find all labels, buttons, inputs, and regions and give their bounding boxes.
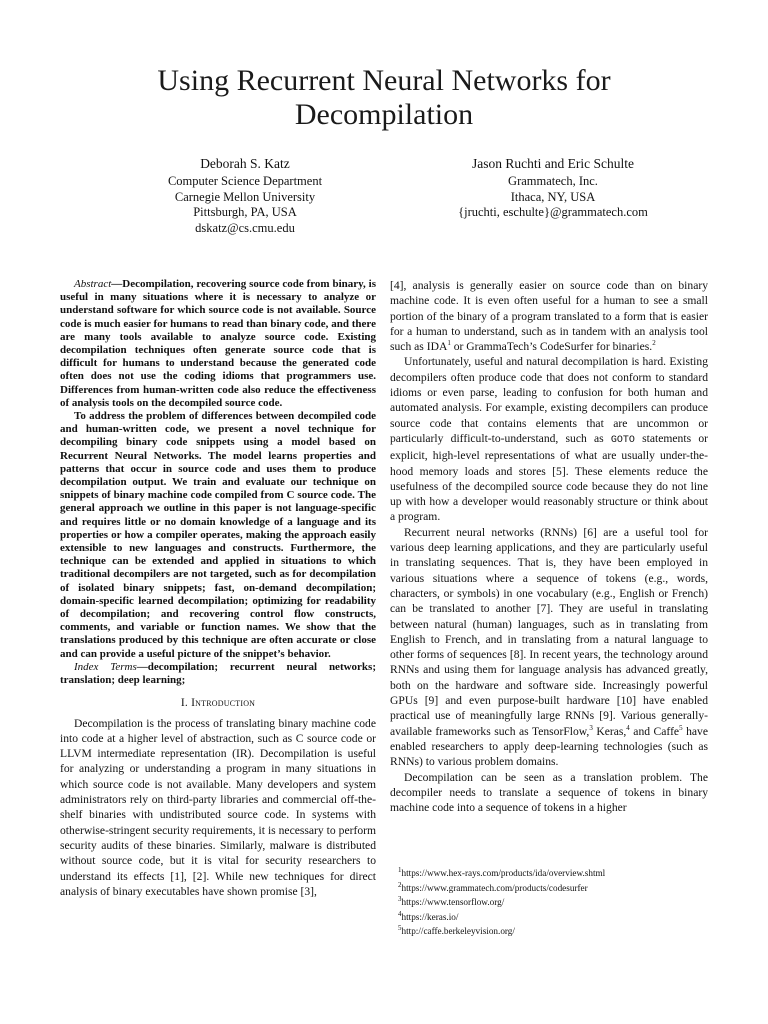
author-location: Ithaca, NY, USA	[510, 189, 596, 204]
goto-code: GOTO	[610, 434, 635, 446]
footnote-url: https://www.hex-rays.com/products/ida/overview.shtml	[401, 868, 606, 878]
author-email: dskatz@cs.cmu.edu	[195, 220, 295, 235]
body-paragraph-1	[390, 278, 708, 354]
author-affiliation: Computer Science Department	[167, 174, 323, 188]
section-number: I.	[180, 696, 188, 710]
body-paragraph-3	[390, 525, 708, 770]
body-text: Keras,	[592, 724, 627, 738]
body-text: statements or explicit, high-level representations of what are usually under-the-hood memory loads and stores [5]. These elements reduce the usefulness of the decompiled source code because they do not line up with how a developer would reasonably structure or think about a program.	[390, 431, 708, 524]
abstract-paragraph-1: Abstract—Decompilation, recovering source code from binary, is useful in many situations where it is necessary to analyze or understand software for which source code is not available. Source code is much easier for humans to read than binary code, and there are many tools available to analyze source code. Existing decompilation techniques often generate source code that is difficult for humans to understand because the generated code often does not use the coding idioms that programmers use. Differences from human-written code also reduce the effectiveness of analysis tools on the decompiled source code.	[60, 278, 376, 409]
footnote-mark: 3	[398, 894, 402, 903]
author-name: Jason Ruchti and Eric Schulte	[472, 156, 634, 171]
author-email: {jruchti, eschulte}@grammatech.com	[458, 205, 648, 219]
paper-title	[60, 64, 708, 132]
body-text: or GrammaTech’s CodeSurfer for binaries.	[450, 340, 653, 354]
section-title: Introduction	[191, 696, 256, 710]
title-line-1: Using Recurrent Neural Networks for	[157, 64, 611, 97]
footnote	[398, 866, 708, 881]
footnote-url: https://www.tensorflow.org/	[401, 897, 505, 907]
author-name: Deborah S. Katz	[200, 156, 290, 171]
body-text: [4], analysis is generally easier on source code than on binary machine code. It is even often useful for a human to see a small portion of the binary of a program translated to a form that is easier for a human to understand, such as in tandem with an analysis tool such as IDA	[390, 279, 708, 354]
footnote-url: https://www.grammatech.com/products/codesurfer	[401, 882, 588, 893]
footnote-ref: 4	[626, 723, 630, 732]
footnote-ref: 3	[589, 723, 593, 732]
footnote	[398, 895, 708, 910]
title-line-2: Decompilation	[294, 98, 474, 131]
index-terms-text: decompilation; recurrent neural networks; translation; deep learning;	[60, 660, 376, 687]
footnote-url: https://keras.io/	[401, 911, 459, 922]
author-block-2	[398, 156, 708, 221]
body-text: Unfortunately, useful and natural decompilation is hard. Existing decompilers often produce code that does not conform to standard idioms or even parse, leading to confusion for both human and automated analysis. For example, existing decompilers can produce source code that contains elements that are uncommon or particularly difficult-to-understand, such as	[390, 355, 708, 445]
right-column	[390, 278, 708, 815]
body-text: have enabled researchers to apply deep-learning technologies (such as RNNs) to various problem domains.	[390, 724, 708, 769]
abstract-label: Abstract	[74, 278, 112, 290]
section-heading	[60, 695, 376, 710]
footnote-ref: 1	[447, 339, 451, 348]
author-location: Pittsburgh, PA, USA	[193, 205, 297, 219]
footnote-mark: 1	[398, 865, 402, 874]
footnote-mark: 5	[398, 923, 402, 932]
abstract-text-1: Decompilation, recovering source code from binary, is useful in many situations where it is necessary to analyze or understand software for which source code is not available. Source code is much easier for humans to read than binary code, and there are many tools available to analyze source code. Existing decompilation techniques often generate source code that is difficult for humans to understand because the generated code often does not use the coding idioms that programmers use. Differences from human-written code also reduce the effectiveness of analysis tools on the decompiled source code.	[60, 278, 376, 409]
footnote-url: http://caffe.berkeleyvision.org/	[401, 926, 515, 936]
footnotes	[398, 866, 708, 939]
footnote	[398, 924, 708, 939]
intro-paragraph-1: Decompilation is the process of translating binary machine code into code at a higher level of abstraction, such as C source code or LLVM intermediate representation (IR). Decompilation is useful for analyzing or understanding a program in many situations in which source code is not available. Many developers and system administrators rely on third-party libraries and commercial off-the-shelf binaries with undistributed source code. In systems with otherwise-stringent security requirements, it is necessary to perform security audits of these binaries. Similarly, malware is distributed without source code, but it is vital for security researchers to understand its effects [1], [2]. While new techniques for direct analysis of binary executables have shown promise [3],	[60, 716, 376, 898]
index-terms: Index Terms—decompilation; recurrent neural networks; translation; deep learning;	[60, 660, 376, 687]
author-block-1	[110, 156, 380, 236]
body-paragraph-4: Decompilation can be seen as a translation problem. The decompiler needs to translate a sequence of tokens in binary machine code into a sequence of tokens in a higher	[390, 770, 708, 815]
abstract-paragraph-2: To address the problem of differences between decompiled code and human-written code, we present a novel technique for decompiling binary code snippets using a model based on Recurrent Neural Networks. The model learns properties and patterns that occur in source code and uses them to produce decompilation output. We train and evaluate our technique on snippets of binary machine code compiled from C source code. The general approach we outline in this paper is not language-specific and requires little or no domain knowledge of a language and its properties or how a compiler operates, making the approach easily extensible to new languages and constructs. Furthermore, the technique can be extended and applied in situations to which traditional decompilers are not targeted, such as for decompilation of isolated binary snippets; fast, on-demand decompilation; domain-specific learned decompilation; optimizing for readability of decompilation; and recovering control flow constructs, comments, and variable or function names. We show that the translations produced by this technique are often accurate or close and can provide a useful picture of the snippet’s behavior.	[60, 410, 376, 660]
footnote-ref: 5	[679, 723, 683, 732]
footnote-mark: 2	[398, 880, 402, 889]
author-organization: Carnegie Mellon University	[174, 189, 316, 204]
footnote-ref: 2	[652, 339, 656, 348]
body-paragraph-2	[390, 354, 708, 524]
body-text: and Caffe	[629, 724, 680, 738]
left-column	[60, 278, 376, 899]
footnote-mark: 4	[398, 909, 402, 918]
author-affiliation: Grammatech, Inc.	[508, 174, 598, 188]
body-text: Recurrent neural networks (RNNs) [6] are a useful tool for various deep learning applications, and they are particularly useful in translating sequences. That is, they have been employed in various situations where a sequence of tokens (e.g., words, characters, or symbols) in one vocabulary (e.g., English or French) can be translated to another [7]. They are useful in translating between natural (human) languages, such as in translating from English to French, and in translating from a natural language to other forms of sequences [8]. In recent years, the technology around RNNs and using them for language analysis has advanced greatly, both on the hardware and software side. Increasingly powerful GPUs [9] and even purpose-built hardware [10] have enabled practical use of meaningfully large RNNs [9]. Various generally-available frameworks such as TensorFlow,	[390, 525, 708, 738]
footnote	[398, 881, 708, 896]
footnote	[398, 910, 708, 925]
index-terms-label: Index Terms	[74, 660, 137, 673]
